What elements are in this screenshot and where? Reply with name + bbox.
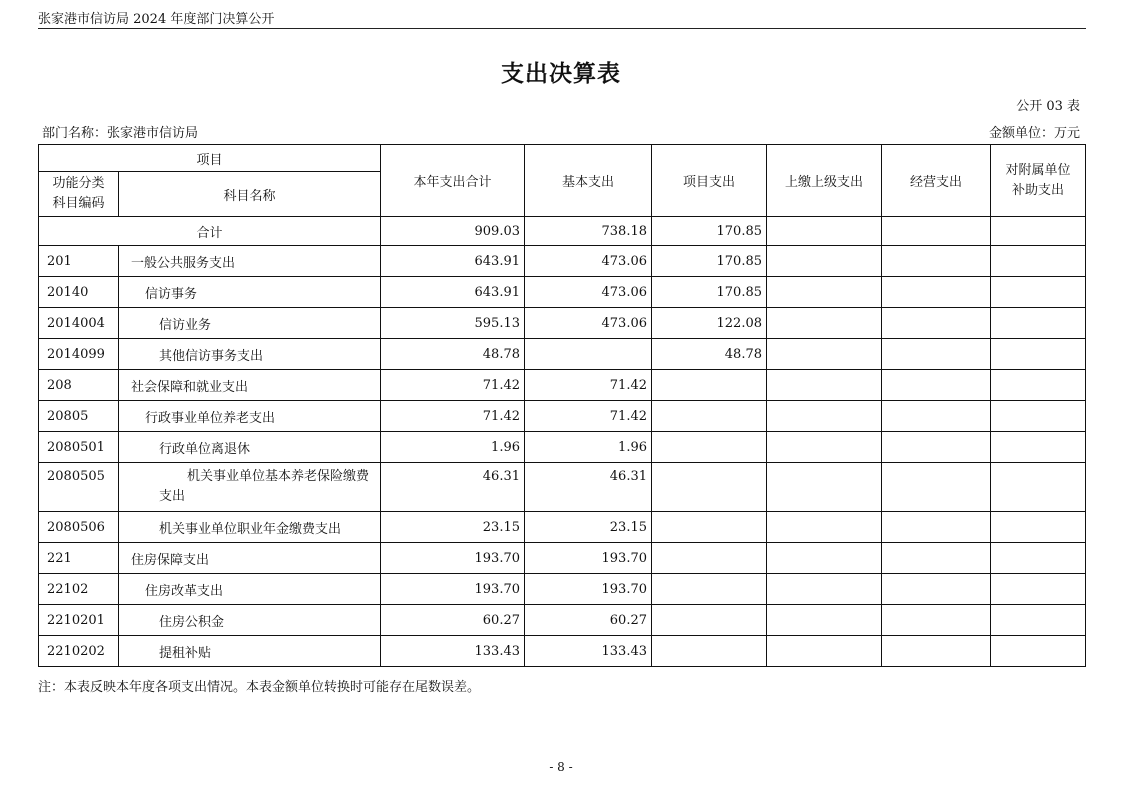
row-total: 23.15 [381,512,525,543]
row-business [882,370,991,401]
row-total: 133.43 [381,636,525,667]
row-total: 71.42 [381,401,525,432]
row-subsidy [991,308,1086,339]
row-basic: 71.42 [525,401,652,432]
row-code: 2210202 [39,636,119,667]
row-upper [767,277,882,308]
row-basic: 46.31 [525,463,652,512]
row-total: 643.91 [381,246,525,277]
row-basic: 473.06 [525,308,652,339]
row-upper [767,636,882,667]
row-basic: 473.06 [525,277,652,308]
document-header: 张家港市信访局 2024 年度部门决算公开 [38,12,275,27]
row-project [652,512,767,543]
table-row [39,512,1086,543]
row-subsidy [991,574,1086,605]
row-total: 71.42 [381,370,525,401]
row-project: 48.78 [652,339,767,370]
row-project [652,463,767,512]
row-business [882,463,991,512]
row-total: 48.78 [381,339,525,370]
row-total: 193.70 [381,574,525,605]
page-title: 支出决算表 [501,61,621,87]
row-basic: 473.06 [525,246,652,277]
row-business [882,246,991,277]
row-subsidy [991,636,1086,667]
row-code: 2014004 [39,308,119,339]
table-row [39,574,1086,605]
row-project: 170.85 [652,246,767,277]
table-row [39,246,1086,277]
row-basic: 133.43 [525,636,652,667]
total-subsidy [991,217,1086,246]
row-business [882,512,991,543]
row-subsidy [991,543,1086,574]
row-subsidy [991,339,1086,370]
total-project: 170.85 [652,217,767,246]
row-code: 22102 [39,574,119,605]
row-code: 20140 [39,277,119,308]
row-project [652,605,767,636]
total-row [39,217,1086,246]
row-business [882,339,991,370]
row-project [652,574,767,605]
total-basic: 738.18 [525,217,652,246]
row-total: 193.70 [381,543,525,574]
row-total: 60.27 [381,605,525,636]
row-business [882,636,991,667]
unit-label: 金额单位：万元 [988,126,1080,141]
row-business [882,543,991,574]
row-name: 信访事务 [119,277,381,308]
row-total: 643.91 [381,277,525,308]
row-subsidy [991,401,1086,432]
table-row [39,463,1086,512]
row-name: 信访业务 [119,308,381,339]
row-total: 1.96 [381,432,525,463]
row-project [652,401,767,432]
row-name: 机关事业单位职业年金缴费支出 [119,512,381,543]
row-project: 170.85 [652,277,767,308]
row-code: 2080501 [39,432,119,463]
row-name: 住房公积金 [119,605,381,636]
row-basic: 193.70 [525,543,652,574]
total-label: 合计 [39,217,381,246]
header-project: 项目支出 [652,145,767,217]
table-row [39,277,1086,308]
row-name: 机关事业单位基本养老保险缴费支出 [119,463,381,512]
row-name: 行政事业单位养老支出 [119,401,381,432]
header-item: 项目 [39,145,381,172]
table-note: 注：本表反映本年度各项支出情况。本表金额单位转换时可能存在尾数误差。 [38,680,481,695]
row-name: 其他信访事务支出 [119,339,381,370]
row-upper [767,605,882,636]
row-code: 2080505 [39,463,119,512]
header-divider [38,28,1086,29]
row-upper [767,463,882,512]
row-subsidy [991,432,1086,463]
table-row [39,432,1086,463]
header-name: 科目名称 [119,172,381,217]
row-subsidy [991,512,1086,543]
header-upper: 上缴上级支出 [767,145,882,217]
row-basic: 23.15 [525,512,652,543]
row-name: 社会保障和就业支出 [119,370,381,401]
total-business [882,217,991,246]
row-upper [767,574,882,605]
row-project [652,432,767,463]
row-project [652,543,767,574]
row-basic: 71.42 [525,370,652,401]
row-subsidy [991,246,1086,277]
row-code: 221 [39,543,119,574]
row-upper [767,339,882,370]
table-row [39,605,1086,636]
row-subsidy [991,370,1086,401]
row-basic: 193.70 [525,574,652,605]
header-total: 本年支出合计 [381,145,525,217]
row-subsidy [991,605,1086,636]
header-code: 功能分类 科目编码 [39,172,119,217]
row-name: 住房保障支出 [119,543,381,574]
row-upper [767,370,882,401]
row-business [882,574,991,605]
row-upper [767,308,882,339]
row-project [652,370,767,401]
header-basic: 基本支出 [525,145,652,217]
row-upper [767,246,882,277]
row-business [882,605,991,636]
row-upper [767,543,882,574]
page-number: - 8 - [549,760,573,774]
row-basic: 1.96 [525,432,652,463]
row-code: 2210201 [39,605,119,636]
table-row [39,543,1086,574]
row-upper [767,512,882,543]
department-label: 部门名称：张家港市信访局 [42,126,199,141]
row-project: 122.08 [652,308,767,339]
table-row [39,401,1086,432]
row-name: 住房改革支出 [119,574,381,605]
row-business [882,432,991,463]
row-business [882,401,991,432]
row-name: 提租补贴 [119,636,381,667]
table-row [39,636,1086,667]
row-total: 46.31 [381,463,525,512]
row-business [882,277,991,308]
table-row [39,339,1086,370]
row-name: 行政单位离退休 [119,432,381,463]
row-total: 595.13 [381,308,525,339]
row-basic: 60.27 [525,605,652,636]
expenditure-table [38,144,1086,667]
row-code: 2014099 [39,339,119,370]
row-code: 201 [39,246,119,277]
table-row [39,308,1086,339]
form-number: 公开 03 表 [1016,99,1080,114]
row-subsidy [991,277,1086,308]
row-code: 208 [39,370,119,401]
row-name: 一般公共服务支出 [119,246,381,277]
total-amount: 909.03 [381,217,525,246]
row-business [882,308,991,339]
row-basic [525,339,652,370]
table-row [39,370,1086,401]
row-project [652,636,767,667]
row-upper [767,432,882,463]
row-subsidy [991,463,1086,512]
row-code: 2080506 [39,512,119,543]
row-upper [767,401,882,432]
total-upper [767,217,882,246]
header-business: 经营支出 [882,145,991,217]
row-code: 20805 [39,401,119,432]
header-row-top [39,145,1086,172]
header-subsidy: 对附属单位 补助支出 [991,145,1086,217]
